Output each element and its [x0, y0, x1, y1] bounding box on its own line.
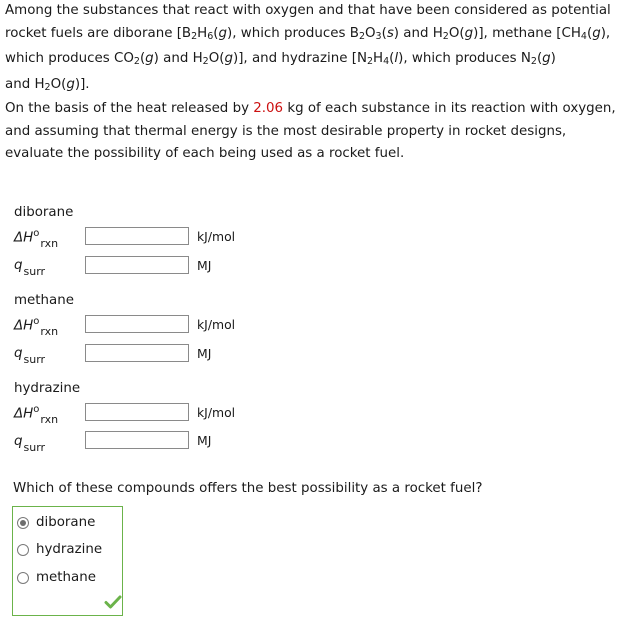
diborane-delta-h-input[interactable] — [85, 227, 189, 245]
intro-line-2: rocket fuels are diborane [$B_2H_6(g)$, which produces $B_2O_3(s)$ and $H_2O(g)$], methane [$CH_4(g)$, — [5, 25, 611, 42]
q-surr-label: $q_{surr}$ — [14, 434, 46, 454]
unit-mj: MJ — [197, 346, 212, 361]
delta-h-rxn-label: $\Delta H^o_{rxn}$ — [14, 316, 59, 339]
checkmark-icon — [104, 595, 122, 609]
intro-line-1: Among the substances that react with oxygen and that have been considered as potential — [5, 3, 611, 18]
compound-label-hydrazine: hydrazine — [14, 381, 81, 396]
option-label: diborane — [36, 515, 96, 530]
unit-mj: MJ — [197, 433, 212, 448]
radio-icon[interactable] — [17, 544, 29, 556]
delta-h-rxn-label: $\Delta H^o_{rxn}$ — [14, 404, 59, 427]
option-hydrazine[interactable] — [17, 542, 102, 557]
unit-mj: MJ — [197, 258, 212, 273]
best-fuel-question: Which of these compounds offers the best possibility as a rocket fuel? — [13, 481, 483, 496]
unit-kj-per-mol: kJ/mol — [197, 405, 236, 420]
instructions-line-1: On the basis of the heat released by 2.06 kg of each substance in its reaction with oxygen, — [5, 101, 616, 116]
compound-label-diborane: diborane — [14, 205, 74, 220]
compound-label-methane: methane — [14, 293, 74, 308]
methane-delta-h-input[interactable] — [85, 315, 189, 333]
intro-line-4: and $H_2O(g)$]. — [5, 76, 90, 93]
delta-h-rxn-label: $\Delta H^o_{rxn}$ — [14, 228, 59, 251]
answer-choices-box — [12, 506, 123, 616]
mass-value: 2.06 — [253, 101, 284, 116]
option-label: hydrazine — [36, 542, 103, 557]
problem-intro — [5, 0, 627, 99]
radio-selected-icon[interactable] — [17, 517, 29, 529]
hydrazine-q-surr-input[interactable] — [85, 431, 189, 449]
methane-q-surr-input[interactable] — [85, 344, 189, 362]
q-surr-label: $q_{surr}$ — [14, 258, 46, 278]
instructions-line-2: and assuming that thermal energy is the most desirable property in rocket designs, — [5, 123, 567, 139]
option-label: methane — [36, 570, 96, 585]
q-surr-label: $q_{surr}$ — [14, 346, 46, 366]
unit-kj-per-mol: kJ/mol — [197, 317, 236, 332]
radio-icon[interactable] — [17, 572, 29, 584]
instructions-line-3: evaluate the possibility of each being used as a rocket fuel. — [5, 146, 405, 161]
hydrazine-delta-h-input[interactable] — [85, 403, 189, 421]
option-methane[interactable] — [17, 570, 96, 585]
diborane-q-surr-input[interactable] — [85, 256, 189, 274]
intro-line-3: which produces $CO_2(g)$ and $H_2O(g)$], and hydrazine [$N_2H_4(l)$, which produces $N_2(g)$ — [5, 51, 556, 67]
problem-instructions — [5, 98, 627, 166]
unit-kj-per-mol: kJ/mol — [197, 229, 236, 244]
option-diborane[interactable] — [17, 515, 95, 530]
